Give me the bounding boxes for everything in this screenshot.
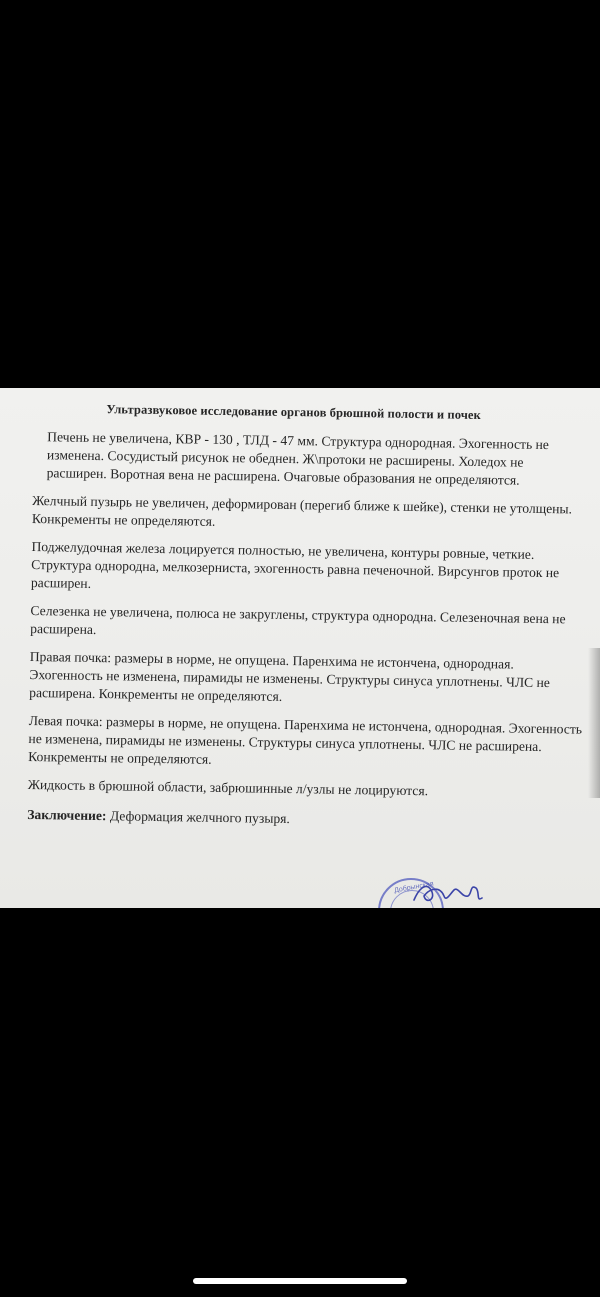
home-indicator[interactable] [193,1278,407,1284]
conclusion-paragraph [27,806,587,833]
stamp-text: Добрынская [393,880,435,895]
signature-icon [410,878,500,908]
paper-edge-shadow [588,648,600,798]
conclusion-text: Деформация желчного пузыря. [106,808,290,827]
left-kidney-paragraph: Левая почка: размеры в норме, не опущена. Паренхима не истончена, однородная. Эхогенность не изменена, пирамиды не изменены. Структуры синуса уплотнены. ЧЛС не расширена. Конкременты не определяются. [28,712,583,767]
fluid-paragraph: Жидкость в брюшной области, забрюшинные л/узлы не лоцируются. [27,776,429,799]
gallbladder-paragraph: Желчный пузырь не увеличен, деформирован (перегиб ближе к шейке), стенки не утолщены. Конкременты не определяются. [31,492,573,529]
document-title: Ультразвуковое исследование органов брюшной полости и почек [106,402,482,423]
document-sheet [27,388,594,845]
document-photo [0,388,600,908]
liver-paragraph: Печень не увеличена, КВР - 130 , ТЛД - 47 мм. Структура однородная. Эхогенность не изменена. Сосудистый рисунок не обеднен. Ж\протоки не расширены. Холедох не расширен. Воротная вена не расширена. Очаговые образования не определяются. [46,429,550,488]
conclusion-label: Заключение: [27,806,107,824]
spleen-paragraph: Селезенка не увеличена, полюса не закруглены, структура однородна. Селезеночная вена не расширена. [30,602,566,638]
right-kidney-paragraph: Правая почка: размеры в норме, не опущена. Паренхима не истончена, однородная. Эхогенность не изменена, пирамиды не изменены. Структуры синуса уплотнены. ЧЛС не расширена. Конкременты не определяются. [29,648,551,704]
pancreas-paragraph: Поджелудочная железа лоцируется полностью, не увеличена, контуры ровные, четкие. Структура однородна, мелкозернистa, эхогенность равна печеночной. Вирсунгов проток не расширен. [30,538,560,591]
